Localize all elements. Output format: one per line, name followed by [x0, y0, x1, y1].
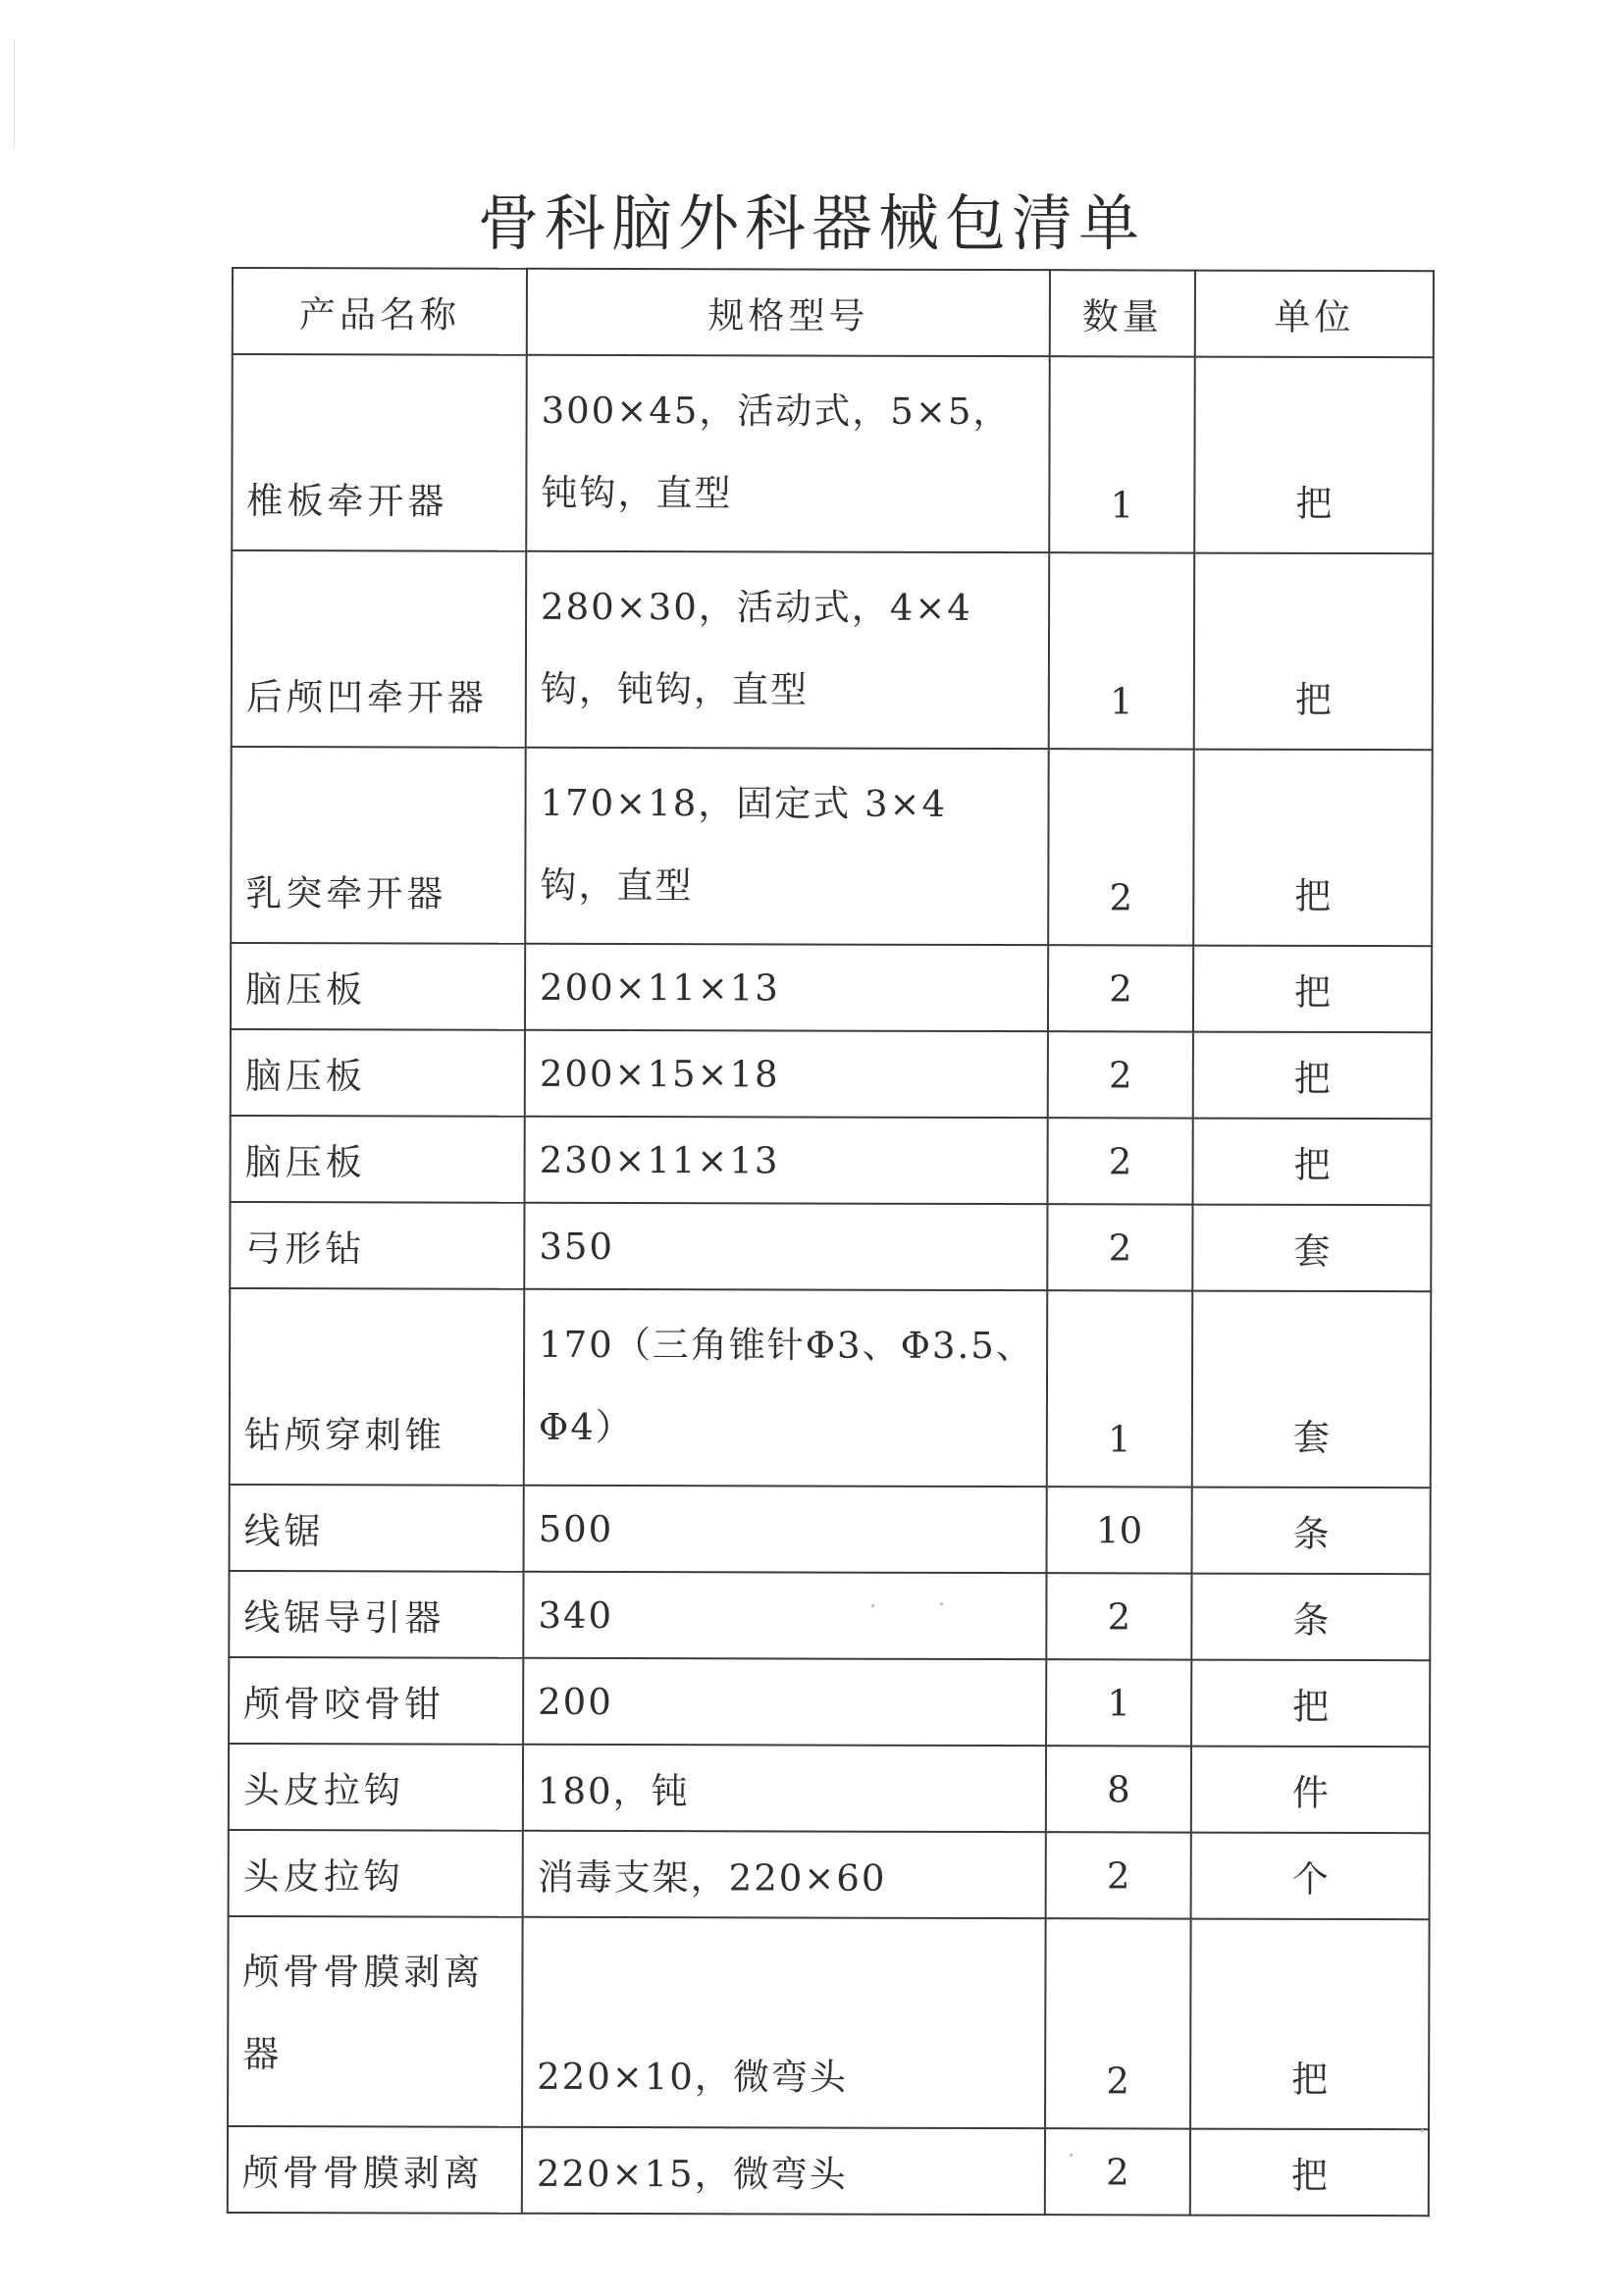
cell-product-name: 线锯: [230, 1485, 524, 1572]
cell-quantity: 2: [1048, 1031, 1193, 1118]
scan-speck: [871, 1604, 874, 1607]
scan-speck: [940, 1602, 943, 1605]
table-row: [231, 747, 1433, 946]
table-row: [230, 1202, 1431, 1291]
cell-product-name: 脑压板: [231, 1029, 525, 1117]
cell-quantity: 2: [1045, 2128, 1190, 2215]
cell-spec-model: 200: [523, 1658, 1046, 1746]
cell-quantity: 1: [1047, 1290, 1193, 1487]
table-row: [232, 550, 1434, 750]
cell-quantity: 2: [1046, 1832, 1191, 1918]
cell-spec-model: 500: [524, 1486, 1047, 1573]
cell-quantity: 1: [1046, 1659, 1191, 1746]
cell-product-name: 椎板牵开器: [232, 354, 527, 551]
cell-unit: 个: [1191, 1833, 1430, 1920]
cell-quantity: 2: [1046, 1573, 1191, 1659]
table-row: [232, 354, 1434, 553]
cell-unit: 把: [1191, 1660, 1430, 1748]
cell-unit: 条: [1191, 1574, 1430, 1661]
table-row: [230, 1288, 1432, 1487]
cell-unit: 件: [1191, 1747, 1430, 1834]
cell-spec-model: 消毒支架，220×60: [523, 1831, 1046, 1918]
document-title: 骨科脑外科器械包清单: [477, 187, 1145, 259]
cell-unit: 把: [1193, 1119, 1432, 1206]
cell-quantity: 2: [1048, 945, 1193, 1031]
cell-quantity: 1: [1049, 552, 1195, 749]
cell-product-name: 头皮拉钩: [229, 1744, 523, 1831]
cell-product-name: 颅骨骨膜剥离: [228, 2126, 522, 2214]
cell-product-name: 后颅凹牵开器: [232, 550, 527, 748]
cell-quantity: 1: [1049, 356, 1195, 552]
table-row: [229, 1744, 1430, 1833]
table-row: [230, 1485, 1431, 1574]
header-product-name: 产品名称: [233, 268, 527, 355]
header-quantity: 数量: [1050, 270, 1195, 356]
scan-speck: [1070, 2154, 1073, 2157]
cell-spec-model: 280×30，活动式，4×4 钩，钝钩，直型: [526, 551, 1050, 749]
cell-unit: 把: [1193, 1032, 1432, 1120]
cell-product-name: 线锯导引器: [229, 1571, 523, 1658]
cell-spec-model: 200×11×13: [525, 944, 1048, 1031]
cell-product-name: 钻颅穿刺锥: [230, 1288, 525, 1486]
cell-product-name: 弓形钻: [230, 1202, 524, 1289]
table-row: [229, 1657, 1430, 1747]
table-row: [231, 1116, 1432, 1205]
table-header-row: [233, 268, 1434, 357]
cell-product-name: 乳突牵开器: [231, 747, 526, 944]
cell-unit: 把: [1194, 553, 1434, 751]
cell-quantity: 10: [1047, 1487, 1192, 1573]
cell-quantity: 2: [1048, 1118, 1193, 1204]
table-row: [231, 1029, 1432, 1119]
cell-quantity: 8: [1046, 1746, 1191, 1832]
cell-spec-model: 350: [524, 1203, 1047, 1290]
cell-spec-model: 230×11×13: [525, 1117, 1048, 1204]
cell-product-name: 颅骨骨膜剥离器: [228, 1916, 523, 2127]
cell-spec-model: 220×10，微弯头: [522, 1917, 1046, 2128]
cell-unit: 条: [1192, 1487, 1431, 1575]
cell-product-name: 脑压板: [231, 943, 525, 1030]
table-row: [228, 2126, 1429, 2216]
cell-unit: 把: [1190, 1919, 1430, 2130]
cell-quantity: 2: [1045, 1918, 1191, 2128]
cell-spec-model: 200×15×18: [525, 1030, 1048, 1118]
equipment-table: [227, 267, 1435, 2217]
cell-unit: 把: [1193, 946, 1432, 1033]
cell-spec-model: 340: [523, 1572, 1046, 1659]
table-row: [229, 1830, 1430, 1919]
cell-spec-model: 300×45，活动式，5×5，钝钩，直型: [526, 355, 1050, 552]
cell-unit: 套: [1192, 1291, 1432, 1488]
cell-quantity: 2: [1048, 749, 1194, 945]
cell-spec-model: 170×18，固定式 3×4 钩，直型: [525, 748, 1049, 945]
table-row: [229, 1571, 1430, 1660]
scan-speck: [1421, 2129, 1424, 2132]
cell-unit: 把: [1194, 357, 1434, 554]
header-unit: 单位: [1195, 271, 1434, 358]
cell-product-name: 脑压板: [231, 1116, 525, 1203]
cell-spec-model: 180，钝: [523, 1745, 1046, 1832]
cell-spec-model: 170（三角锥针Φ3、Φ3.5、Φ4）: [524, 1289, 1048, 1487]
cell-unit: 把: [1193, 750, 1433, 947]
header-spec-model: 规格型号: [527, 269, 1050, 356]
cell-unit: 把: [1190, 2129, 1429, 2217]
cell-product-name: 颅骨咬骨钳: [229, 1657, 523, 1745]
cell-product-name: 头皮拉钩: [229, 1830, 523, 1917]
cell-spec-model: 220×15，微弯头: [522, 2127, 1045, 2215]
scan-edge-mark: [14, 39, 15, 147]
cell-quantity: 2: [1047, 1204, 1192, 1290]
table-row: [231, 943, 1432, 1032]
table-row: [228, 1916, 1430, 2129]
cell-unit: 套: [1192, 1205, 1431, 1292]
